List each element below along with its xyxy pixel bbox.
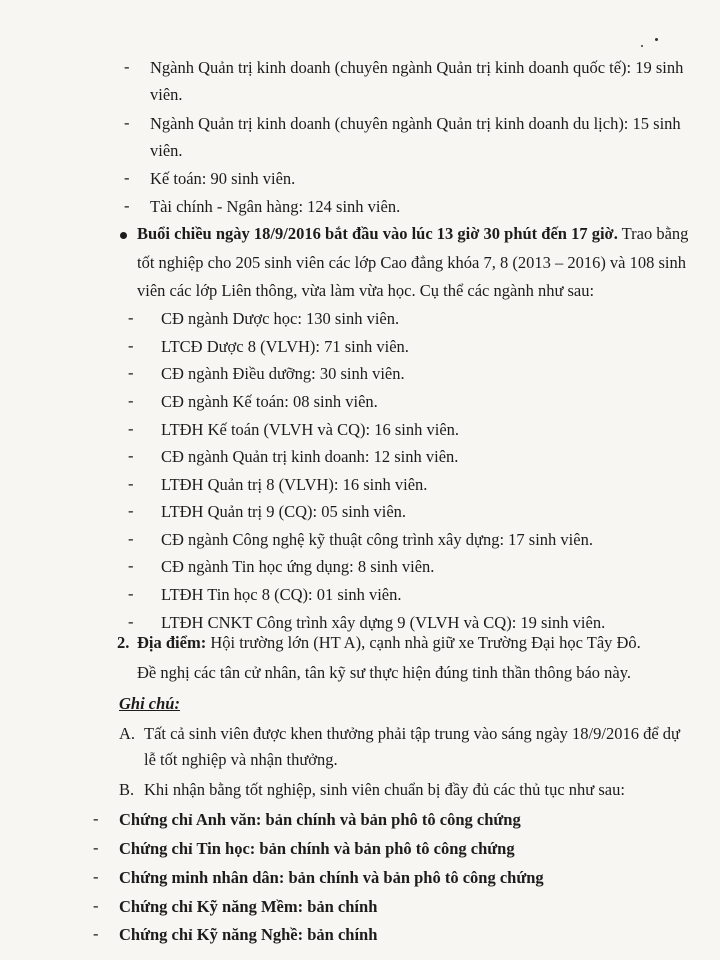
list-item: Kế toán: 90 sinh viên. [150, 169, 296, 188]
location-label: Địa điểm: [137, 633, 207, 652]
list-item-cont: viên. [150, 141, 183, 160]
list-dash: - [93, 924, 99, 943]
list-item: Ngành Quản trị kinh doanh (chuyên ngành Quản trị kinh doanh quốc tế): 19 sinh [150, 58, 684, 77]
list-dash: - [128, 501, 134, 520]
required-document-item: Chứng chỉ Anh văn: bản chính và bản phô tô công chứng [119, 810, 521, 829]
list-dash: - [128, 584, 134, 603]
afternoon-list-item: LTĐH Quản trị 9 (CQ): 05 sinh viên. [161, 502, 407, 521]
note-b-marker: B. [119, 780, 135, 799]
afternoon-list-item: LTĐH CNKT Công trình xây dựng 9 (VLVH và CQ): 19 sinh viên. [161, 613, 606, 632]
list-dash: - [124, 168, 130, 187]
scan-speck [641, 45, 643, 47]
afternoon-list-item: CĐ ngành Điều dưỡng: 30 sinh viên. [161, 364, 405, 383]
afternoon-list-item: LTĐH Tin học 8 (CQ): 01 sinh viên. [161, 585, 402, 604]
notes-title: Ghi chú: [119, 694, 180, 713]
location-number: 2. [117, 633, 130, 652]
note-a-line1: Tất cả sinh viên được khen thưởng phải tập trung vào sáng ngày 18/9/2016 để dự [144, 724, 680, 743]
list-dash: - [128, 474, 134, 493]
afternoon-list-item: CĐ ngành Công nghệ kỹ thuật công trình xây dựng: 17 sinh viên. [161, 530, 593, 549]
afternoon-list-item: CĐ ngành Dược học: 130 sinh viên. [161, 309, 400, 328]
list-dash: - [93, 838, 99, 857]
note-b-line1: Khi nhận bằng tốt nghiệp, sinh viên chuẩn bị đầy đủ các thủ tục như sau: [144, 780, 625, 799]
location-text [137, 633, 641, 653]
list-dash: - [128, 419, 134, 438]
list-dash: - [128, 391, 134, 410]
list-dash: - [93, 896, 99, 915]
note-a-line2: lễ tốt nghiệp và nhận thưởng. [144, 750, 338, 769]
afternoon-list-item: CĐ ngành Tin học ứng dụng: 8 sinh viên. [161, 557, 435, 576]
afternoon-list-item: CĐ ngành Kế toán: 08 sinh viên. [161, 392, 378, 411]
list-dash: - [128, 612, 134, 631]
list-item-cont: viên. [150, 85, 183, 104]
afternoon-heading-rest: Trao bằng [617, 224, 689, 243]
list-item: Ngành Quản trị kinh doanh (chuyên ngành Quản trị kinh doanh du lịch): 15 sinh [150, 114, 681, 133]
required-document-item: Chứng chỉ Kỹ năng Mềm: bản chính [119, 897, 378, 916]
afternoon-list-item: LTĐH Quản trị 8 (VLVH): 16 sinh viên. [161, 475, 428, 494]
list-dash: - [128, 308, 134, 327]
bullet-icon [120, 232, 127, 239]
afternoon-line2: tốt nghiệp cho 205 sinh viên các lớp Cao đẳng khóa 7, 8 (2013 – 2016) và 108 sinh [137, 253, 687, 272]
scan-speck [655, 38, 658, 41]
location-line2: Đề nghị các tân cử nhân, tân kỹ sư thực hiện đúng tinh thần thông báo này. [137, 663, 632, 682]
afternoon-list-item: LTĐH Kế toán (VLVH và CQ): 16 sinh viên. [161, 420, 460, 439]
list-dash: - [128, 363, 134, 382]
list-dash: - [128, 336, 134, 355]
list-dash: - [124, 113, 130, 132]
required-document-item: Chứng chỉ Tin học: bản chính và bản phô tô công chứng [119, 839, 515, 858]
afternoon-line3: viên các lớp Liên thông, vừa làm vừa học. Cụ thể các ngành như sau: [137, 281, 595, 300]
afternoon-heading-bold: Buổi chiều ngày 18/9/2016 bắt đầu vào lúc 13 giờ 30 phút đến 17 giờ. [137, 224, 618, 243]
list-dash: - [128, 529, 134, 548]
list-dash: - [128, 446, 134, 465]
afternoon-list-item: CĐ ngành Quản trị kinh doanh: 12 sinh viên. [161, 447, 459, 466]
list-dash: - [93, 809, 99, 828]
list-dash: - [124, 196, 130, 215]
list-dash: - [128, 556, 134, 575]
location-value: Hội trường lớn (HT A), cạnh nhà giữ xe Trường Đại học Tây Đô. [206, 633, 641, 652]
required-document-item: Chứng minh nhân dân: bản chính và bản phô tô công chứng [119, 868, 544, 887]
note-a-marker: A. [119, 724, 136, 743]
afternoon-list-item: LTCĐ Dược 8 (VLVH): 71 sinh viên. [161, 337, 409, 356]
list-dash: - [124, 57, 130, 76]
list-item: Tài chính - Ngân hàng: 124 sinh viên. [150, 197, 401, 216]
afternoon-heading [137, 224, 688, 244]
list-dash: - [93, 867, 99, 886]
required-document-item: Chứng chỉ Kỹ năng Nghề: bản chính [119, 925, 378, 944]
